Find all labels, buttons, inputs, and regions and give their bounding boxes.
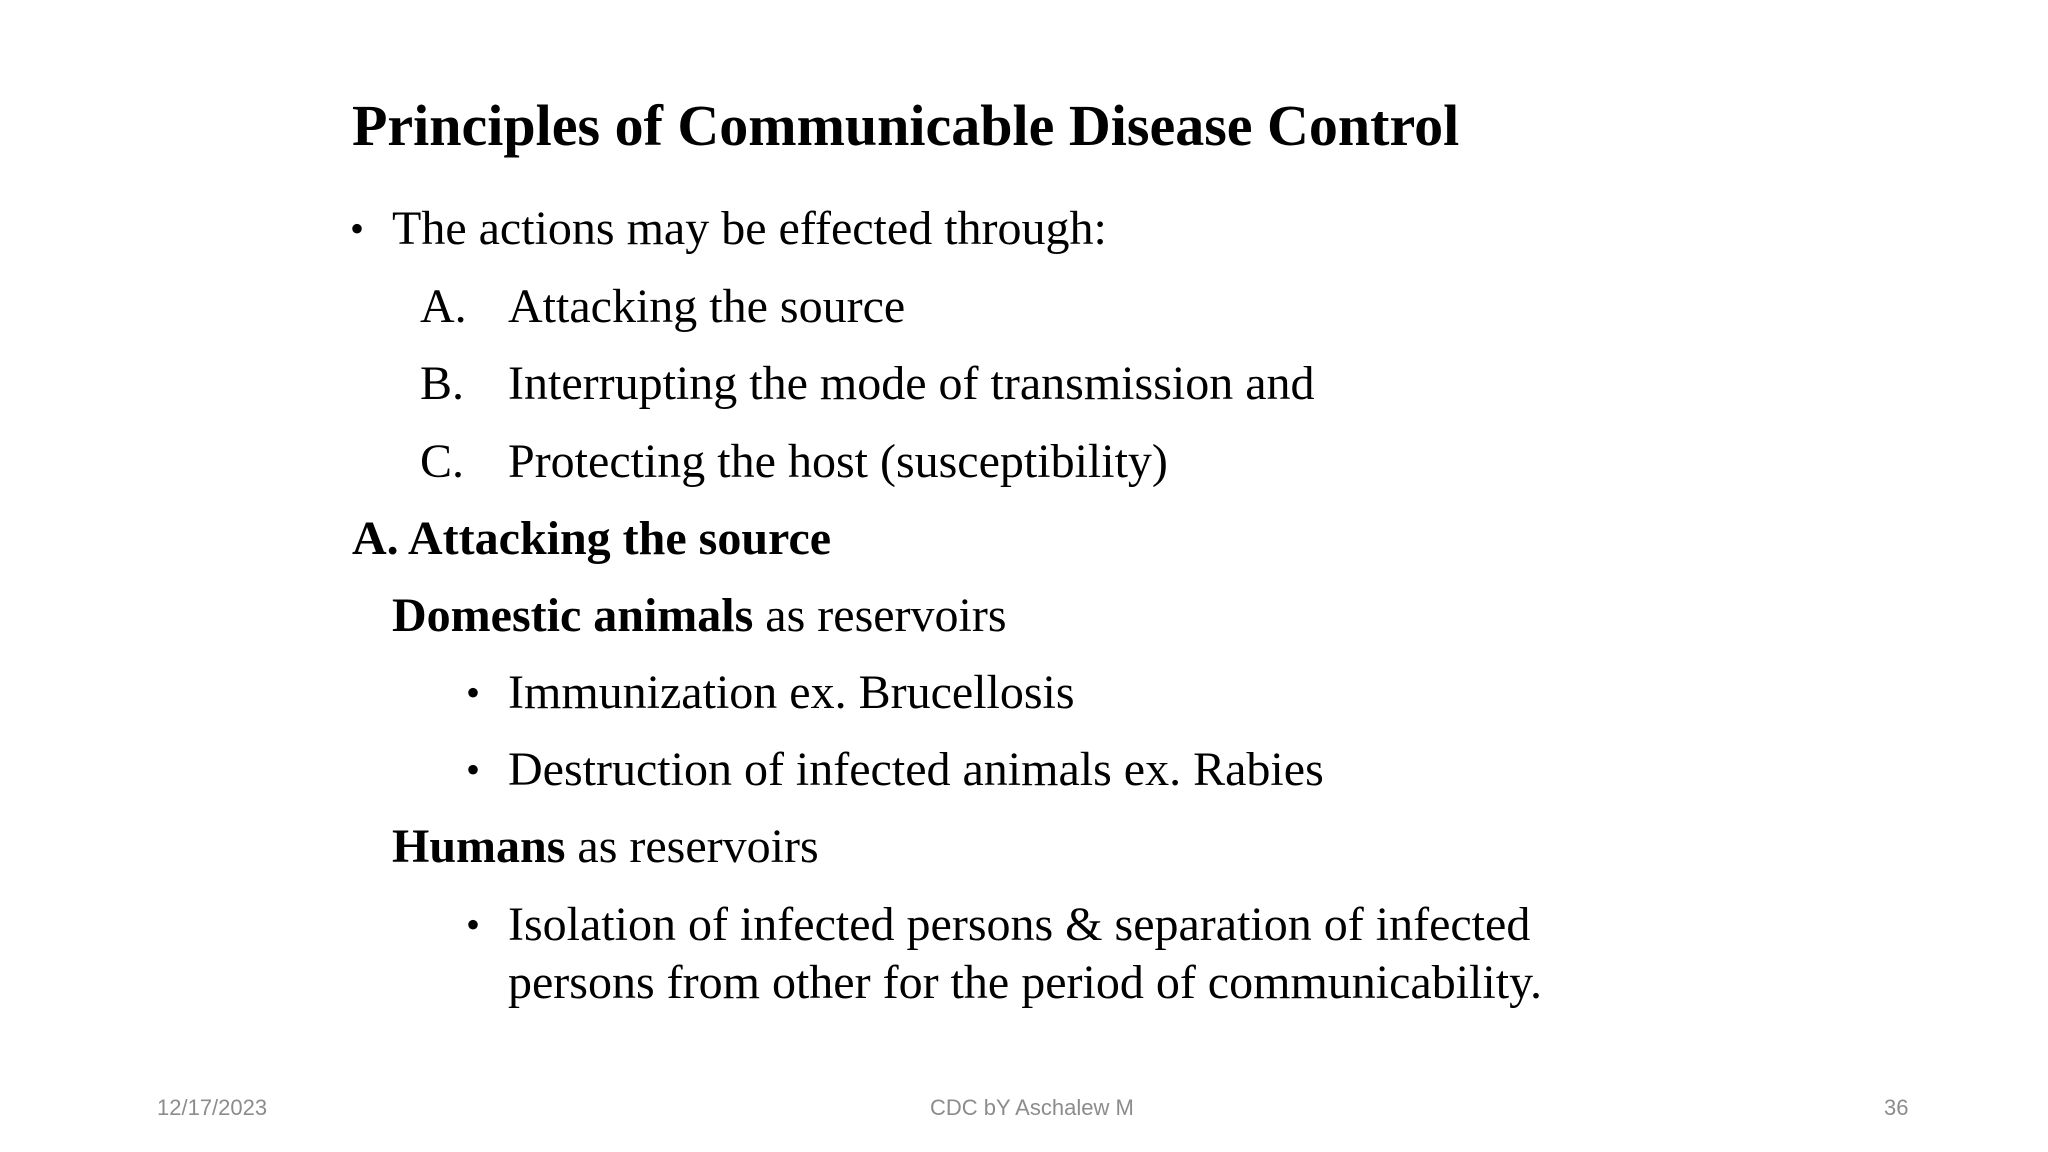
slide-title: Principles of Communicable Disease Control: [352, 93, 1460, 158]
humans-rest: as reservoirs: [565, 820, 819, 873]
section-heading: A. Attacking the source: [352, 512, 832, 565]
footer-center-text: CDC bY Aschalew M: [930, 1095, 1134, 1120]
domestic-item: Destruction of infected animals ex. Rabies: [508, 743, 1324, 796]
humans-heading: [392, 818, 819, 876]
action-letter-a: A.: [420, 280, 467, 333]
humans-bold: Humans: [392, 820, 566, 873]
domestic-item: Immunization ex. Brucellosis: [508, 666, 1075, 719]
humans-item-line2: persons from other for the period of communicability.: [508, 956, 1542, 1009]
domestic-animals-heading: [392, 587, 1007, 645]
action-letter-b: B.: [420, 357, 465, 410]
intro-text: The actions may be effected through:: [392, 202, 1107, 255]
action-letter-c: C.: [420, 435, 465, 488]
humans-item-line1: Isolation of infected persons & separation of infected: [508, 898, 1531, 951]
footer-page-number: 36: [1884, 1095, 1909, 1120]
action-text-b: Interrupting the mode of transmission and: [508, 357, 1315, 410]
domestic-animals-bold: Domestic animals: [392, 589, 754, 642]
bullet-icon: •: [466, 902, 481, 947]
action-text-c: Protecting the host (susceptibility): [508, 435, 1168, 488]
action-text-a: Attacking the source: [508, 280, 906, 333]
domestic-animals-rest: as reservoirs: [753, 589, 1007, 642]
bullet-icon: •: [350, 206, 365, 251]
bullet-icon: •: [466, 747, 481, 792]
footer-date: 12/17/2023: [157, 1095, 268, 1120]
bullet-icon: •: [466, 670, 481, 715]
